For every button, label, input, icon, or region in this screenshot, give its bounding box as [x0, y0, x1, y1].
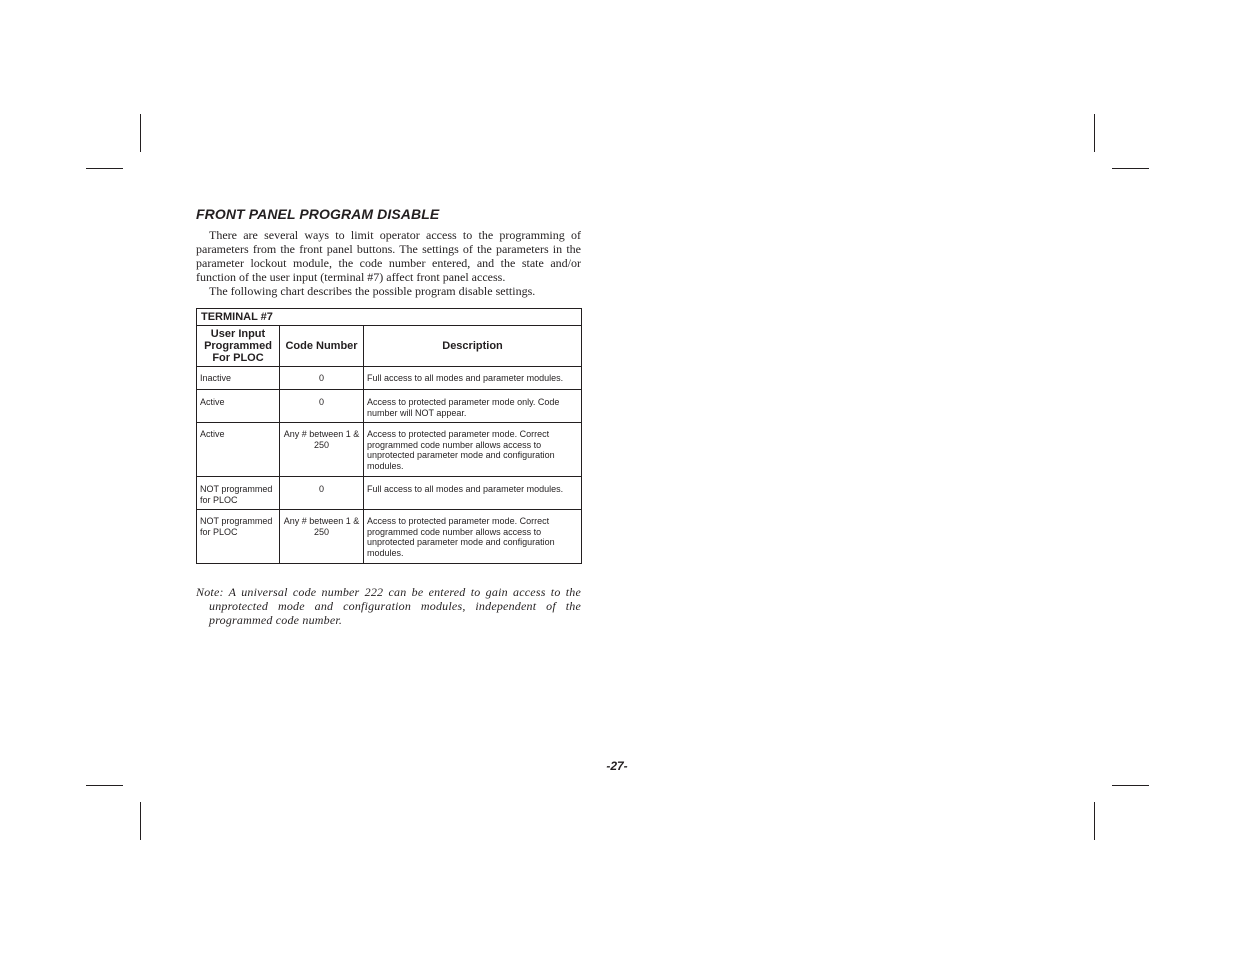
crop-mark — [1112, 168, 1149, 169]
cell-input: Inactive — [197, 367, 280, 390]
header-code-number: Code Number — [280, 326, 364, 367]
table-row — [197, 477, 582, 510]
page-content — [196, 206, 581, 564]
table-row — [197, 423, 582, 477]
table-row — [197, 390, 582, 423]
crop-mark — [140, 114, 141, 152]
cell-description: Access to protected parameter mode only. Code number will NOT appear. — [364, 390, 582, 423]
cell-code: 0 — [280, 390, 364, 423]
cell-description: Access to protected parameter mode. Correct programmed code number allows access to unprotected parameter mode and configuration modules. — [364, 510, 582, 564]
cell-code: 0 — [280, 367, 364, 390]
footnote: Note: A universal code number 222 can be entered to gain access to the unprotected mode and configuration modules, independent of the programmed code number. — [196, 585, 581, 627]
cell-description: Full access to all modes and parameter modules. — [364, 367, 582, 390]
crop-mark — [140, 802, 141, 840]
crop-mark — [1094, 114, 1095, 152]
cell-description: Access to protected parameter mode. Correct programmed code number allows access to unprotected parameter mode and configuration modules. — [364, 423, 582, 477]
cell-input: Active — [197, 423, 280, 477]
section-heading: FRONT PANEL PROGRAM DISABLE — [196, 206, 440, 222]
cell-input: Active — [197, 390, 280, 423]
cell-code: Any # between 1 & 250 — [280, 510, 364, 564]
table-title: TERMINAL #7 — [197, 309, 582, 326]
cell-input: NOT programmed for PLOC — [197, 510, 280, 564]
chart-intro-paragraph: The following chart describes the possible program disable settings. — [209, 284, 536, 298]
header-user-input: User Input Programmed For PLOC — [197, 326, 280, 367]
page-number: -27- — [606, 759, 628, 773]
cell-description: Full access to all modes and parameter modules. — [364, 477, 582, 510]
table-row — [197, 510, 582, 564]
intro-paragraph: There are several ways to limit operator access to the programming of parameters from the front panel buttons. The settings of the parameters in the parameter lockout module, the code number entered, and the state and/or function of the user input (terminal #7) affect front panel access. — [196, 228, 581, 284]
cell-input: NOT programmed for PLOC — [197, 477, 280, 510]
table-row — [197, 367, 582, 390]
header-description: Description — [364, 326, 582, 367]
cell-code: 0 — [280, 477, 364, 510]
crop-mark — [86, 785, 123, 786]
crop-mark — [1094, 802, 1095, 840]
crop-mark — [86, 168, 123, 169]
cell-code: Any # between 1 & 250 — [280, 423, 364, 477]
crop-mark — [1112, 785, 1149, 786]
table-title-row — [197, 309, 582, 326]
program-disable-table — [196, 308, 582, 564]
table-header-row — [197, 326, 582, 367]
